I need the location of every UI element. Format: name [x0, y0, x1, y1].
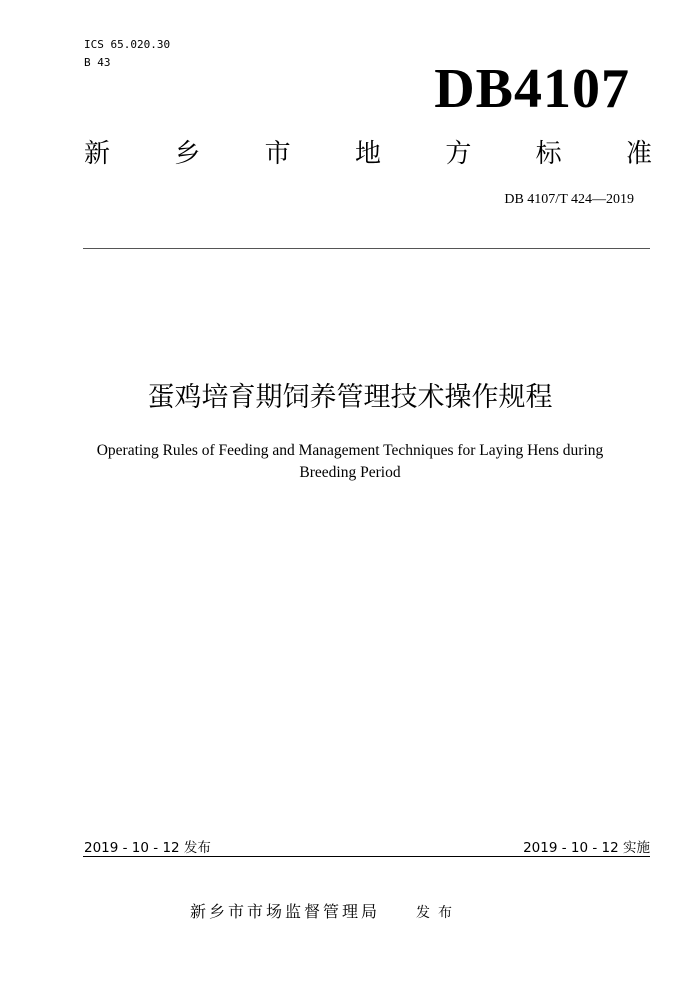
issue-date: 2019 - 10 - 12 发布	[84, 840, 211, 856]
standard-type-char: 市	[264, 139, 291, 169]
standard-type-heading	[84, 134, 652, 174]
title-en-line-1: Operating Rules of Feeding and Management Techniques for Laying Hens during	[96, 442, 604, 459]
footer-divider	[83, 856, 650, 857]
title-en-line-2: Breeding Period	[299, 464, 401, 481]
header-divider	[83, 248, 650, 249]
classification-codes	[84, 36, 170, 72]
ccs-code: B 43	[84, 56, 111, 69]
publisher-block	[190, 900, 460, 925]
ics-code: ICS 65.020.30	[84, 38, 171, 51]
implementation-date: 2019 - 10 - 12 实施	[523, 840, 650, 856]
document-title-zh: 蛋鸡培育期饲养管理技术操作规程	[147, 382, 553, 413]
standard-type-char: 标	[535, 139, 562, 169]
publish-label: 发布	[416, 905, 461, 921]
standard-type-char: 准	[625, 139, 652, 169]
standard-type-char: 地	[354, 139, 381, 169]
document-title-en	[60, 440, 640, 484]
standard-type-char: 新	[84, 139, 111, 169]
standard-number: DB 4107/T 424—2019	[504, 192, 634, 207]
publisher-name: 新乡市市场监督管理局	[190, 902, 381, 921]
standard-code-logo: DB4107	[434, 58, 630, 120]
standard-type-char: 乡	[174, 139, 201, 169]
standard-type-char: 方	[445, 139, 472, 169]
